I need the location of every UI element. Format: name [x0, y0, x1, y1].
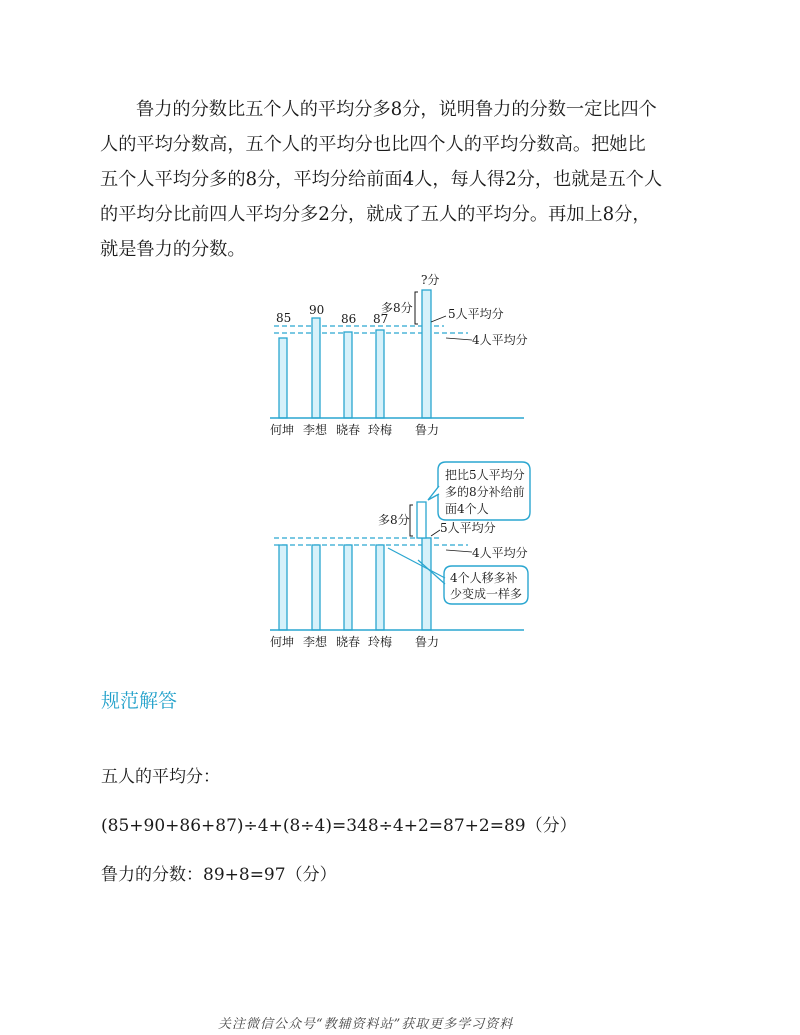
name-label: 李想: [303, 635, 328, 649]
callout-bottom-pointer: [388, 548, 445, 578]
score-label: 85: [276, 311, 292, 325]
explanation-line: 就是鲁力的分数。: [100, 239, 246, 260]
callout-bottom-line: 4个人移多补: [450, 571, 518, 585]
extra-block: [417, 502, 426, 538]
bar-lixiang-2: [312, 545, 320, 630]
callout-top-line: 面4个人: [445, 502, 489, 516]
bar-hekun: [279, 338, 287, 418]
bar-lingmei: [376, 330, 384, 418]
name-label: 李想: [303, 423, 328, 437]
answer-line-1: 五人的平均分：: [101, 767, 220, 787]
explanation-line: 鲁力的分数比五个人的平均分多8分，说明鲁力的分数一定比四个: [136, 99, 657, 120]
name-label: 玲梅: [368, 423, 393, 437]
callout-bottom-line: 少变成一样多: [450, 587, 523, 601]
avg5-label: 5人平均分: [440, 521, 496, 535]
avg4-label: 4人平均分: [472, 546, 528, 560]
score-label: 90: [309, 303, 325, 317]
score-label: 86: [341, 312, 357, 326]
extra-brace-2: [410, 505, 413, 536]
avg5-leader-2: [431, 530, 440, 536]
score-label: 87: [373, 312, 389, 326]
bar-xiaochun: [344, 332, 352, 418]
name-label: 晓春: [336, 635, 361, 649]
name-label: 晓春: [336, 423, 361, 437]
avg4-leader-2: [446, 550, 472, 552]
answer-line-3: 鲁力的分数：89+8=97（分）: [101, 865, 337, 885]
name-label: 何坤: [270, 423, 295, 437]
name-label: 玲梅: [368, 635, 393, 649]
footer-note: 关注微信公众号“教辅资料站”获取更多学习资料: [218, 1017, 514, 1032]
callout-top-line: 多的8分补给前: [445, 485, 525, 499]
bar-luli-2: [422, 538, 431, 630]
bar-lixiang: [312, 318, 320, 418]
explanation-line: 的平均分比前四人平均分多2分，就成了五人的平均分。再加上8分，: [100, 204, 651, 225]
name-label: 鲁力: [415, 635, 440, 649]
extra-label: 多8分: [381, 301, 413, 315]
explanation-line: 五个人平均分多的8分，平均分给前面4人，每人得2分，也就是五个人: [100, 169, 663, 190]
bar-lingmei-2: [376, 545, 384, 630]
bar-xiaochun-2: [344, 545, 352, 630]
explanation-line: 人的平均分数高，五个人的平均分也比四个人的平均分数高。把她比: [100, 134, 646, 155]
answer-line-2: (85+90+86+87)÷4+(8÷4)=348÷4+2=87+2=89（分）: [101, 816, 577, 836]
name-label: 何坤: [270, 635, 295, 649]
bar-hekun-2: [279, 545, 287, 630]
avg4-label: 4人平均分: [472, 333, 528, 347]
name-label: 鲁力: [415, 423, 440, 437]
bar-luli: [422, 290, 431, 418]
avg5-label: 5人平均分: [448, 307, 504, 321]
extra-brace: [415, 292, 418, 324]
unknown-score-label: ?分: [421, 273, 440, 287]
answer-heading: 规范解答: [101, 690, 178, 712]
avg5-leader: [431, 316, 446, 322]
extra-label: 多8分: [378, 513, 410, 527]
avg4-leader: [446, 338, 472, 340]
callout-top-line: 把比5人平均分: [445, 468, 525, 482]
